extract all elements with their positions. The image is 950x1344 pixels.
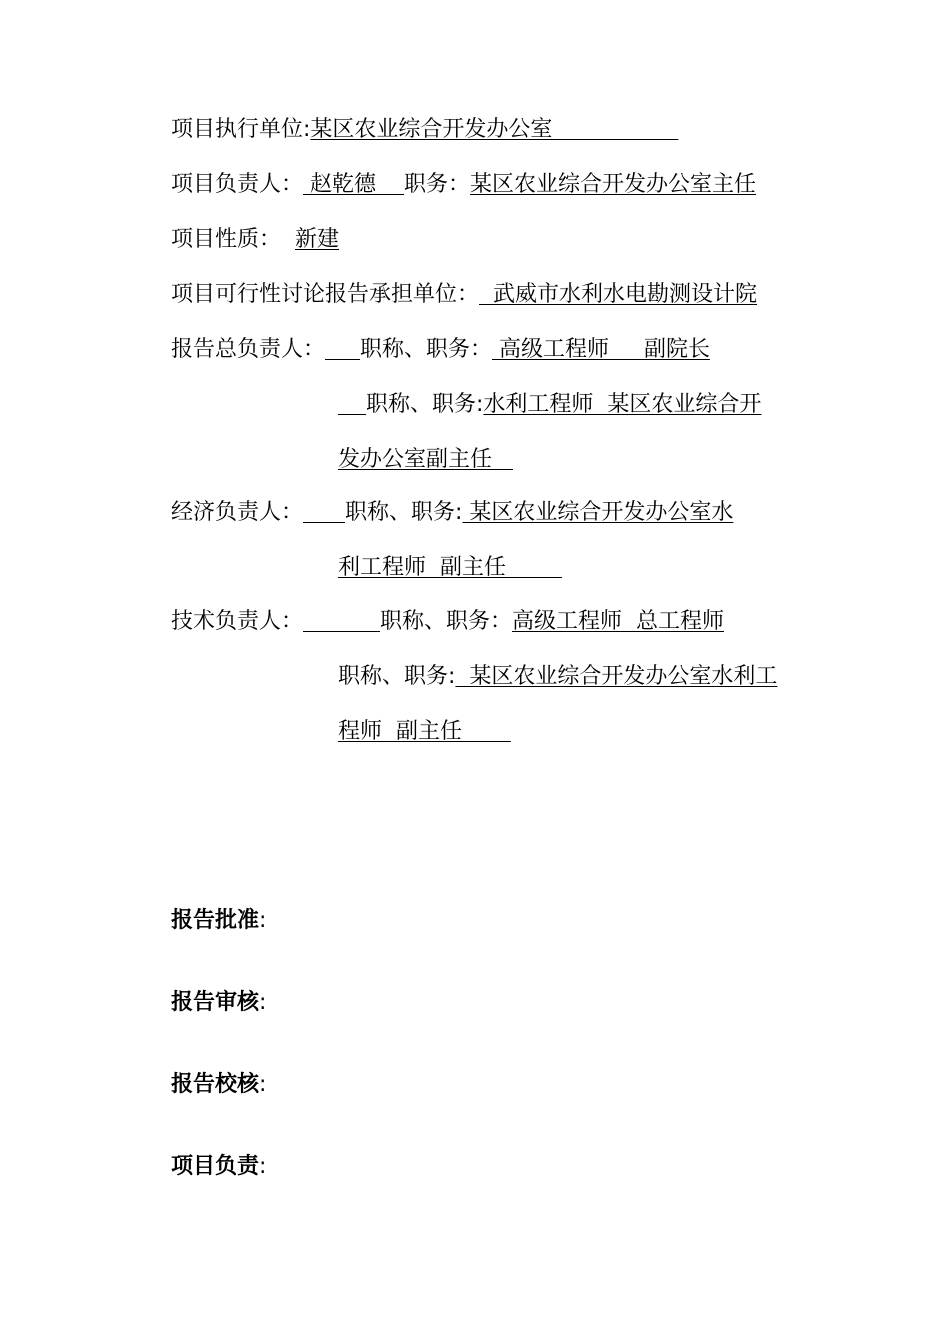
signoff-colon: : [259,908,267,933]
econ-lead-title-label: 职称、职务: [344,500,463,525]
tech-lead-title-value: 高级工程师 总工程师 [511,609,724,634]
tech2-line [338,662,777,692]
report-lead-title-label: 职称、职务： [359,337,492,362]
econ-lead-line [171,498,733,528]
signoff-colon: : [259,1072,267,1097]
project-leader-line [171,170,756,200]
report-lead-line [171,335,710,365]
second-lead-line-cont [338,445,513,475]
econ-lead-title-value-1: 某区农业综合开发办公室水 [462,500,734,525]
executing-unit-label: 项目执行单位: [171,117,311,142]
econ-lead-line-cont [338,553,562,583]
tech2-title-value-2: 程师 副主任 [338,719,511,744]
report-lead-name [325,337,360,362]
project-nature-line [171,225,339,255]
tech-lead-line [171,607,724,637]
signoff-review [171,988,266,1018]
signoff-project-label: 项目负责 [171,1154,260,1179]
feasibility-unit-line [171,280,757,310]
second-lead-title-value-1: 水利工程师 某区农业综合开 [483,392,762,417]
tech2-title-value-1: 某区农业综合开发办公室水利工 [455,664,778,689]
econ-lead-name [303,500,345,525]
executing-unit-line [171,115,678,145]
feasibility-unit-value: 武威市水利水电勘测设计院 [479,282,758,307]
signoff-check-label: 报告校核 [171,1072,260,1097]
tech2-line-cont [338,717,511,747]
project-leader-duty-label: 职务： [403,172,470,197]
report-lead-label: 报告总负责人： [171,337,326,362]
tech-lead-label: 技术负责人： [171,609,304,634]
econ-lead-label: 经济负责人： [171,500,304,525]
second-lead-title-value-2: 发办公室副主任 [338,447,513,472]
signoff-approve-label: 报告批准 [171,908,260,933]
project-leader-name: 赵乾德 [303,172,404,197]
project-nature-label: 项目性质： [171,227,282,252]
tech-lead-title-label: 职称、职务： [379,609,512,634]
tech2-title-label: 职称、职务: [338,664,456,689]
project-nature-value: 新建 [295,227,340,252]
second-lead-title-label: 职称、职务: [365,392,484,417]
feasibility-unit-label: 项目可行性讨论报告承担单位： [171,282,480,307]
project-leader-label: 项目负责人： [171,172,304,197]
executing-unit-value: 某区农业综合开发办公室 [310,117,679,142]
signoff-check [171,1070,266,1100]
second-lead-line [338,390,761,420]
signoff-approve [171,906,266,936]
signoff-colon: : [259,990,267,1015]
second-lead-name [338,392,366,417]
report-lead-title-value: 高级工程师 副院长 [492,337,710,362]
econ-lead-title-value-2: 利工程师 副主任 [338,555,562,580]
signoff-review-label: 报告审核 [171,990,260,1015]
project-leader-duty-value: 某区农业综合开发办公室主任 [470,172,757,197]
signoff-project [171,1152,266,1182]
tech-lead-name [303,609,380,634]
signoff-colon: : [259,1154,267,1179]
